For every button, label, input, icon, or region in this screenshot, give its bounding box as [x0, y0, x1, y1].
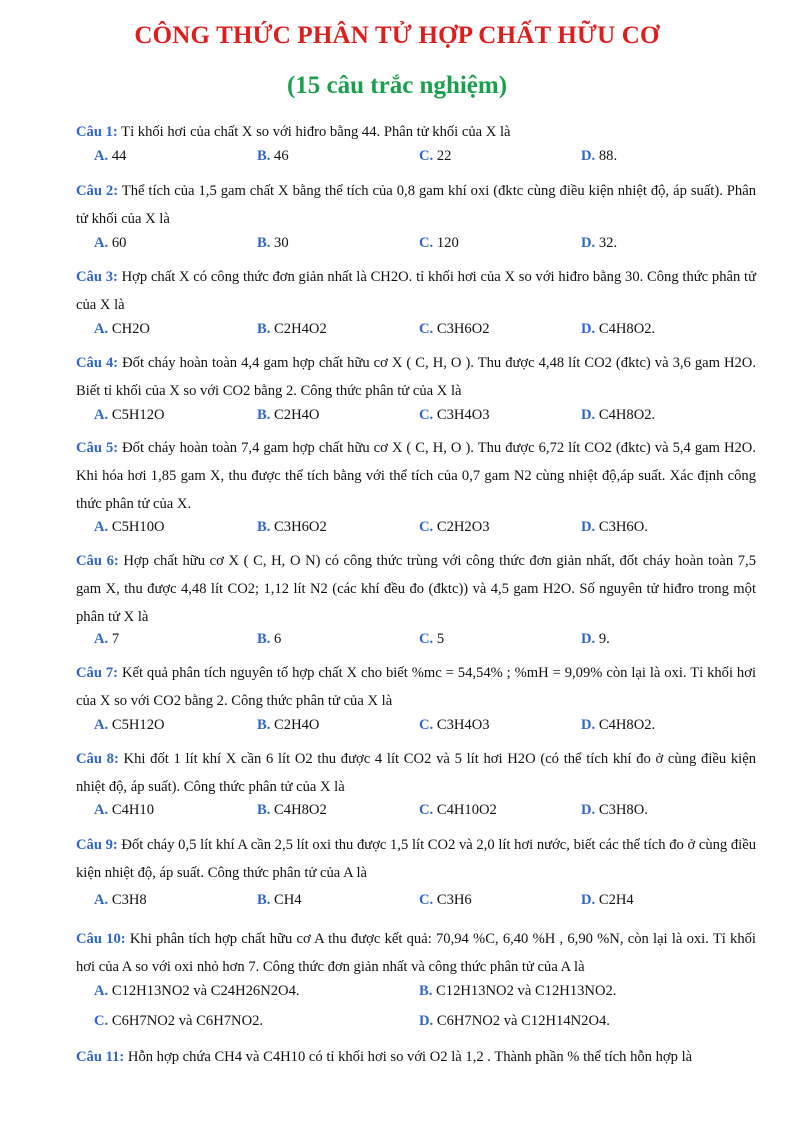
option-c[interactable]: C. C3H6O2: [419, 321, 490, 337]
option-a[interactable]: A. 60: [94, 235, 127, 251]
option-a[interactable]: A. C5H12O: [94, 407, 165, 423]
option-d[interactable]: D. 88.: [581, 148, 618, 164]
option-c[interactable]: C. 5: [419, 631, 445, 647]
option-b[interactable]: B. 6: [257, 631, 282, 647]
question-7: [76, 659, 756, 715]
option-a[interactable]: A. CH2O: [94, 321, 150, 337]
question-label: Câu 7:: [76, 665, 119, 681]
option-a[interactable]: A. C3H8: [94, 892, 147, 908]
option-d[interactable]: D. C3H6O.: [581, 519, 648, 535]
options-row-7: [0, 715, 794, 741]
question-6: [76, 547, 756, 631]
question-label: Câu 11:: [76, 1049, 125, 1065]
option-b[interactable]: B. C2H4O2: [257, 321, 327, 337]
question-2: [76, 177, 756, 233]
question-text: Đốt cháy hoàn toàn 4,4 gam hợp chất hữu cơ X ( C, H, O ). Thu được 4,48 lít CO2 (đktc) và 3,6 gam H2O. Biết tỉ khối của X so với CO2 bằng 2. Công thức phân tử của X là: [76, 355, 756, 399]
option-b[interactable]: B. CH4: [257, 892, 302, 908]
options-row-1: [0, 146, 794, 172]
option-a[interactable]: A. C5H12O: [94, 717, 165, 733]
option-a[interactable]: A. C5H10O: [94, 519, 165, 535]
option-b[interactable]: B. C12H13NO2 và C12H13NO2.: [419, 983, 617, 999]
question-label: Câu 8:: [76, 751, 119, 767]
question-text: Tỉ khối hơi của chất X so với hiđro bằng 44. Phân tử khối của X là: [117, 124, 511, 140]
question-11: [76, 1043, 756, 1071]
option-b[interactable]: B. 46: [257, 148, 289, 164]
option-a[interactable]: A. C12H13NO2 và C24H26N2O4.: [94, 983, 300, 999]
question-label: Câu 10:: [76, 931, 126, 947]
question-text: Hỗn hợp chứa CH4 và C4H10 có tỉ khối hơi so với O2 là 1,2 . Thành phần % thể tích hỗn hợp là: [124, 1049, 693, 1065]
option-a[interactable]: A. 7: [94, 631, 120, 647]
option-b[interactable]: B. C2H4O: [257, 407, 320, 423]
options-row-10b: [0, 1011, 794, 1037]
question-text: Hợp chất X có công thức đơn giản nhất là CH2O. tỉ khối hơi của X so với hiđro bằng 30. Công thức phân tử của X là: [76, 269, 756, 313]
question-3: [76, 263, 756, 319]
option-a[interactable]: A. C4H10: [94, 802, 155, 818]
page-subtitle: (15 câu trắc nghiệm): [286, 72, 508, 99]
question-text: Đốt cháy 0,5 lít khí A cần 2,5 lít oxi thu được 1,5 lít CO2 và 2,0 lít hơi nước, biết các thể tích đo ở cùng điều kiện nhiệt độ, áp suất. Công thức phân tử của A là: [76, 837, 756, 881]
options-row-5: [0, 517, 794, 543]
option-b[interactable]: B. C4H8O2: [257, 802, 327, 818]
question-label: Câu 4:: [76, 355, 119, 371]
option-c[interactable]: C. 22: [419, 148, 452, 164]
question-label: Câu 1:: [76, 124, 118, 140]
options-row-9: [0, 890, 794, 916]
options-row-4: [0, 405, 794, 431]
option-c[interactable]: C. C3H6: [419, 892, 472, 908]
question-text: Khi đốt 1 lít khí X cần 6 lít O2 thu được 4 lít CO2 và 5 lít hơi H2O (có thể tích khí đo ở cùng điều kiện nhiệt độ, áp suất). Công thức phân tử của X là: [76, 751, 756, 795]
option-d[interactable]: D. 9.: [581, 631, 610, 647]
question-8: [76, 745, 756, 801]
question-1: [76, 118, 756, 146]
option-d[interactable]: D. C4H8O2.: [581, 717, 656, 733]
option-d[interactable]: D. C4H8O2.: [581, 321, 656, 337]
question-text: Khi phân tích hợp chất hữu cơ A thu được kết quả: 70,94 %C, 6,40 %H , 6,90 %N, còn lại là oxi. Tỉ khối hơi của A so với oxi nhỏ hơn 7. Công thức đơn giản nhất và công thức phân tử của A là: [76, 931, 756, 975]
options-row-2: [0, 233, 794, 259]
option-c[interactable]: C. C3H4O3: [419, 717, 490, 733]
option-a[interactable]: A. 44: [94, 148, 127, 164]
question-label: Câu 6:: [76, 553, 119, 569]
question-text: Hợp chất hữu cơ X ( C, H, O N) có công thức trùng với công thức đơn giản nhất, đốt cháy hoàn toàn 7,5 gam X, thu được 4,48 lít CO2; 1,12 lít N2 (các khí đều đo (đktc)) và 4,5 gam H2O. Số nguyên tử hiđro trong một phân tử X là: [76, 553, 756, 625]
option-b[interactable]: B. 30: [257, 235, 289, 251]
question-text: Kết quả phân tích nguyên tố hợp chất X cho biết %mc = 54,54% ; %mH = 9,09% còn lại là oxi. Tỉ khối hơi của X so với CO2 bằng 2. Công thức phân tử của X là: [76, 665, 756, 709]
options-row-6: [0, 629, 794, 655]
option-c[interactable]: C. C6H7NO2 và C6H7NO2.: [94, 1013, 264, 1029]
option-b[interactable]: B. C2H4O: [257, 717, 320, 733]
options-row-8: [0, 800, 794, 826]
question-label: Câu 9:: [76, 837, 118, 853]
option-c[interactable]: C. C3H4O3: [419, 407, 490, 423]
option-c[interactable]: C. C2H2O3: [419, 519, 490, 535]
option-b[interactable]: B. C3H6O2: [257, 519, 327, 535]
option-d[interactable]: D. C2H4: [581, 892, 634, 908]
option-c[interactable]: C. 120: [419, 235, 459, 251]
question-label: Câu 3:: [76, 269, 118, 285]
question-text: Thể tích của 1,5 gam chất X bằng thể tích của 0,8 gam khí oxi (đktc cùng điều kiện nhiệt độ, áp suất). Phân tử khối của X là: [76, 183, 756, 227]
question-4: [76, 349, 756, 405]
question-5: [76, 434, 756, 518]
option-c[interactable]: C. C4H10O2: [419, 802, 497, 818]
question-9: [76, 831, 756, 887]
question-text: Đốt cháy hoàn toàn 7,4 gam hợp chất hữu cơ X ( C, H, O ). Thu được 6,72 lít CO2 (đktc) và 5,4 gam H2O. Khi hóa hơi 1,85 gam X, thu được thể tích bằng với thể tích của 0,7 gam N2 cùng nhiệt độ,áp suất. Xác định công thức phân tử của X.: [76, 440, 756, 512]
option-d[interactable]: D. C3H8O.: [581, 802, 648, 818]
question-label: Câu 5:: [76, 440, 119, 456]
question-10: [76, 925, 756, 981]
question-label: Câu 2:: [76, 183, 119, 199]
option-d[interactable]: D. C4H8O2.: [581, 407, 656, 423]
option-d[interactable]: D. C6H7NO2 và C12H14N2O4.: [419, 1013, 610, 1029]
page-title: CÔNG THỨC PHÂN TỬ HỢP CHẤT HỮU CƠ: [134, 22, 660, 49]
options-row-10a: [0, 981, 794, 1007]
options-row-3: [0, 319, 794, 345]
option-d[interactable]: D. 32.: [581, 235, 618, 251]
